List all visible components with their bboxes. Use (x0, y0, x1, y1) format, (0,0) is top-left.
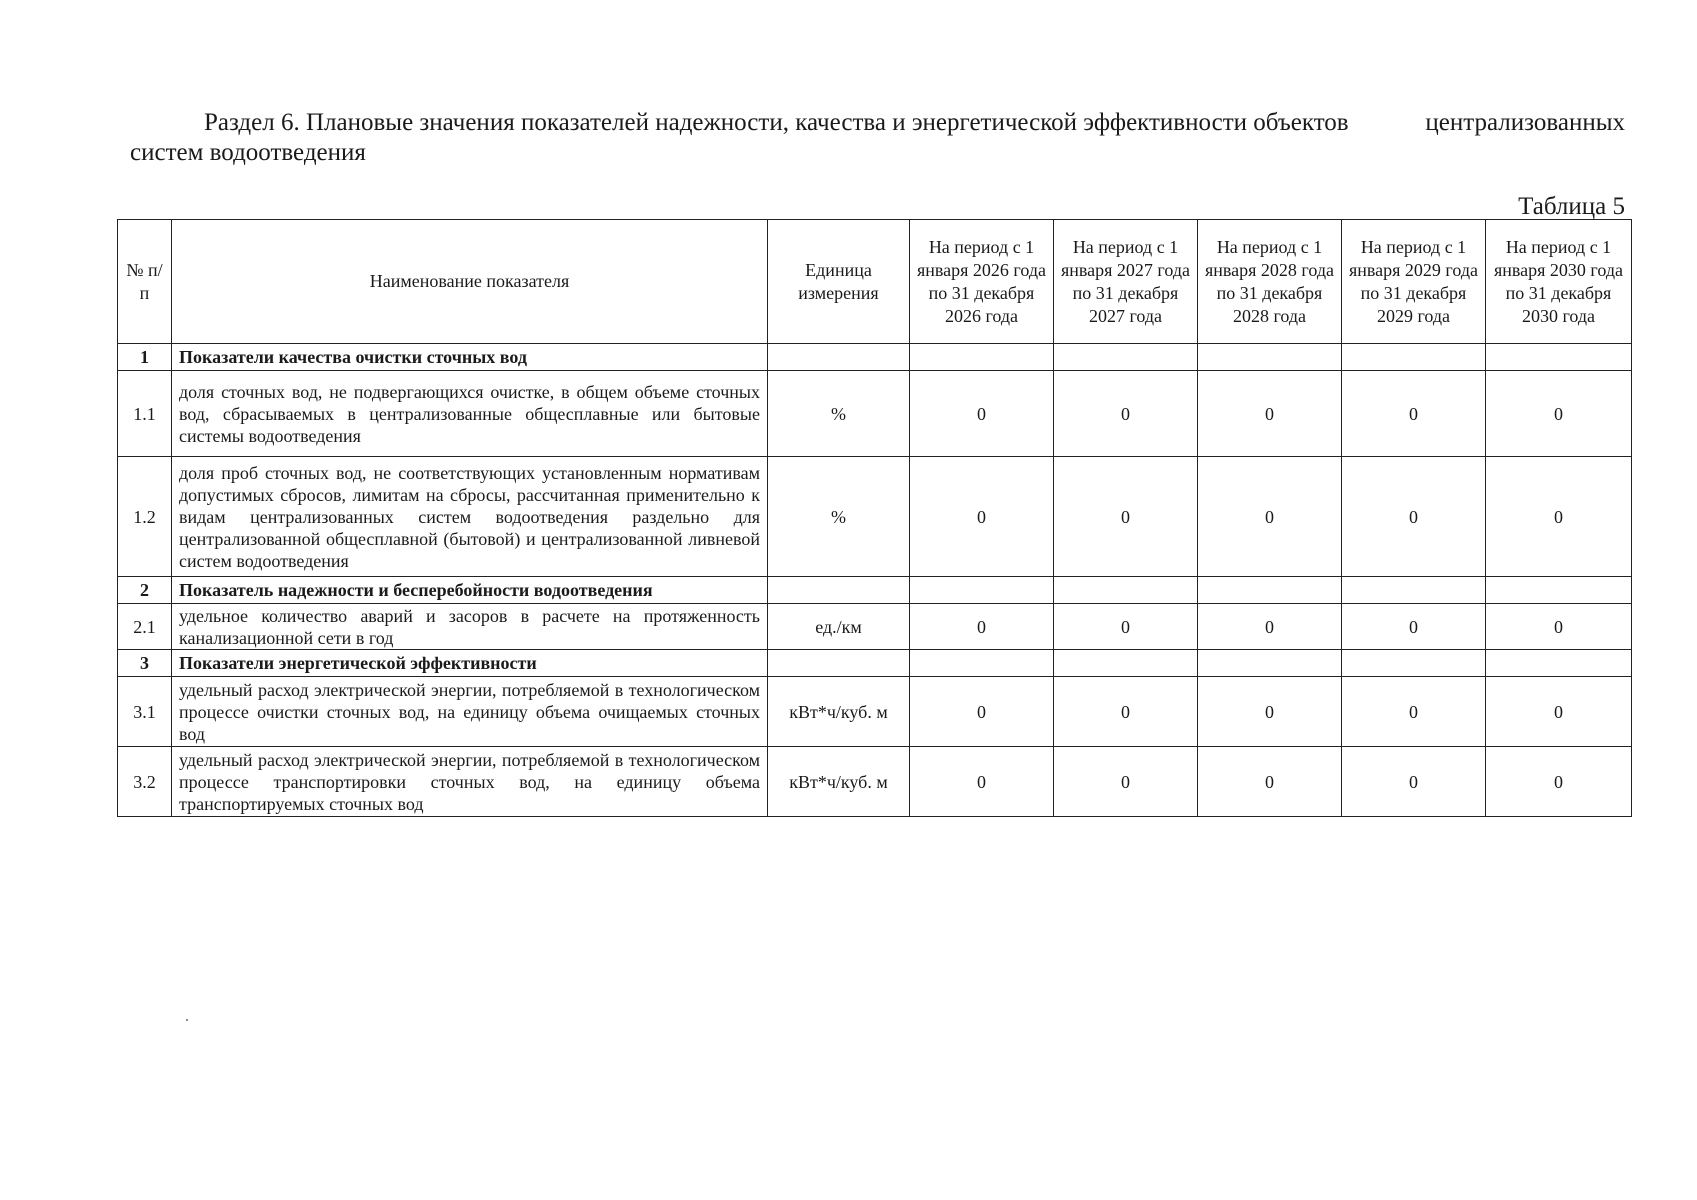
row-num: 2 (118, 577, 172, 604)
indicator-unit: ед./км (768, 604, 910, 650)
indicator-unit: кВт*ч/куб. м (768, 677, 910, 747)
value-2027: 0 (1054, 677, 1198, 747)
value-2029: 0 (1342, 747, 1486, 817)
indicator-name: удельный расход электрической энергии, потребляемой в технологическом процессе очистки сточных вод, на единицу объема очищаемых сточных вод (172, 677, 768, 747)
header-name: Наименование показателя (172, 220, 768, 344)
value-2028: 0 (1198, 677, 1342, 747)
header-num: № п/п (118, 220, 172, 344)
header-period-2027: На период с 1 января 2027 года по 31 декабря 2027 года (1054, 220, 1198, 344)
row-num: 1.2 (118, 457, 172, 577)
value-2028: 0 (1198, 457, 1342, 577)
table-row (118, 457, 1632, 577)
indicator-name: удельный расход электрической энергии, потребляемой в технологическом процессе транспортировки сточных вод, на единицу объема транспортируемых сточных вод (172, 747, 768, 817)
scan-speck (186, 1019, 188, 1021)
value-2026: 0 (910, 747, 1054, 817)
value-2028: 0 (1198, 371, 1342, 457)
value-2027: 0 (1054, 457, 1198, 577)
row-num: 1.1 (118, 371, 172, 457)
value-2026: 0 (910, 371, 1054, 457)
header-period-2028: На период с 1 января 2028 года по 31 декабря 2028 года (1198, 220, 1342, 344)
value-2030: 0 (1486, 457, 1632, 577)
value-2030: 0 (1486, 371, 1632, 457)
header-period-2026: На период с 1 января 2026 года по 31 декабря 2026 года (910, 220, 1054, 344)
row-num: 1 (118, 344, 172, 371)
value-2029: 0 (1342, 677, 1486, 747)
value-2028: 0 (1198, 747, 1342, 817)
indicator-unit: % (768, 371, 910, 457)
section-heading (130, 108, 1625, 168)
value-2030: 0 (1486, 747, 1632, 817)
header-period-2030: На период с 1 января 2030 года по 31 декабря 2030 года (1486, 220, 1632, 344)
value-2028: 0 (1198, 604, 1342, 650)
section-title: Показатели качества очистки сточных вод (172, 344, 768, 371)
section-row (118, 650, 1632, 677)
table-caption: Таблица 5 (1518, 193, 1625, 220)
header-row (118, 220, 1632, 344)
section-title: Показатель надежности и бесперебойности водоотведения (172, 577, 768, 604)
table-row (118, 677, 1632, 747)
section-row (118, 344, 1632, 371)
row-num: 2.1 (118, 604, 172, 650)
header-unit: Единица измерения (768, 220, 910, 344)
section-title: Показатели энергетической эффективности (172, 650, 768, 677)
row-num: 3 (118, 650, 172, 677)
row-num: 3.1 (118, 677, 172, 747)
value-2026: 0 (910, 677, 1054, 747)
indicators-table (117, 219, 1632, 817)
section-heading-lead: Раздел 6. Плановые значения показателей надежности, качества и энергетической эффективности объектов (204, 109, 1349, 136)
value-2029: 0 (1342, 457, 1486, 577)
table-row (118, 371, 1632, 457)
header-period-2029: На период с 1 января 2029 года по 31 декабря 2029 года (1342, 220, 1486, 344)
section-heading-rest: централизованных систем водоотведения (130, 109, 1625, 166)
value-2030: 0 (1486, 677, 1632, 747)
value-2029: 0 (1342, 604, 1486, 650)
value-2027: 0 (1054, 371, 1198, 457)
value-2027: 0 (1054, 604, 1198, 650)
indicator-name: доля сточных вод, не подвергающихся очистке, в общем объеме сточных вод, сбрасываемых в централизованные общесплавные или бытовые системы водоотведения (172, 371, 768, 457)
table-row (118, 747, 1632, 817)
indicator-unit: % (768, 457, 910, 577)
value-2026: 0 (910, 604, 1054, 650)
indicator-unit: кВт*ч/куб. м (768, 747, 910, 817)
value-2027: 0 (1054, 747, 1198, 817)
value-2029: 0 (1342, 371, 1486, 457)
value-2030: 0 (1486, 604, 1632, 650)
indicator-name: доля проб сточных вод, не соответствующих установленным нормативам допустимых сбросов, лимитам на сбросы, рассчитанная применительно к видам централизованных систем водоотведения раздельно для централизованной общесплавной (бытовой) и централизованной ливневой систем водоотведения (172, 457, 768, 577)
table-row (118, 604, 1632, 650)
section-row (118, 577, 1632, 604)
value-2026: 0 (910, 457, 1054, 577)
row-num: 3.2 (118, 747, 172, 817)
indicator-name: удельное количество аварий и засоров в расчете на протяженность канализационной сети в год (172, 604, 768, 650)
